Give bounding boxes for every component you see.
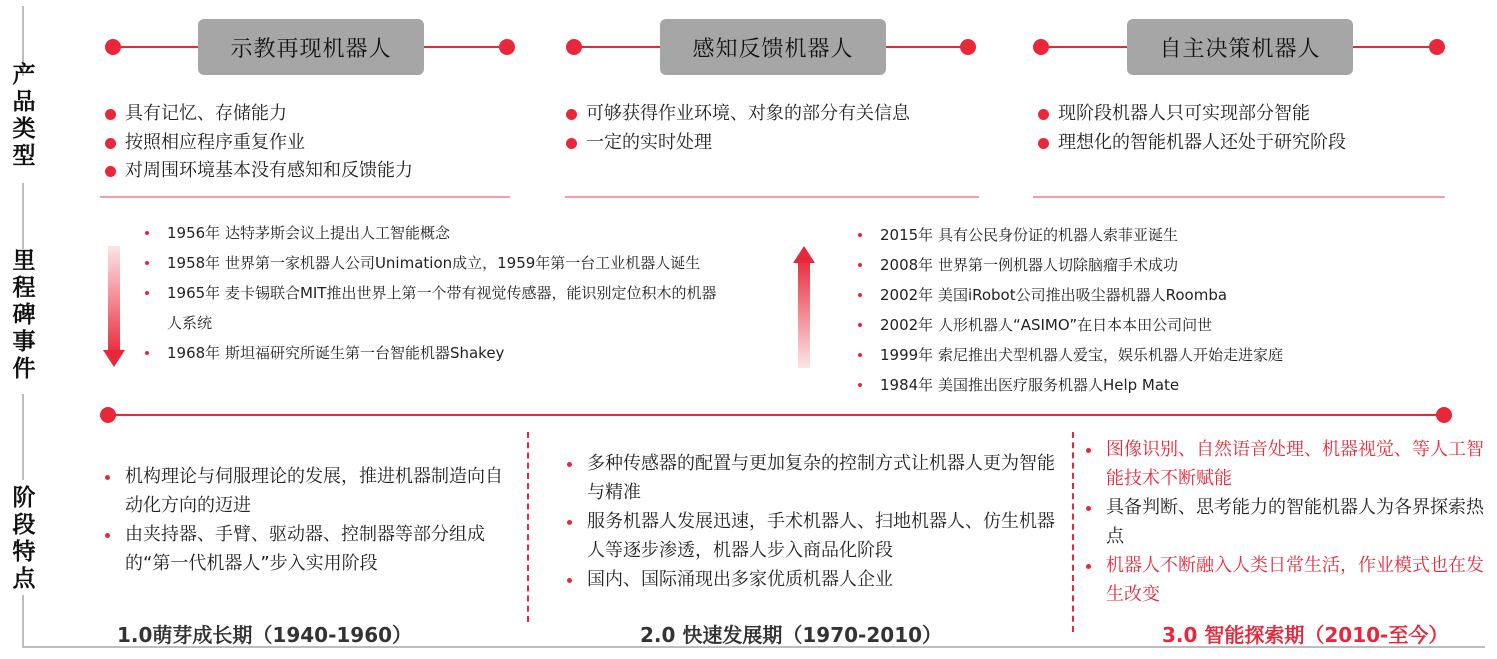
stage-1-bullet-2: 由夹持器、手臂、驱动器、控制器等部分组成的“第一代机器人”步入实用阶段 (100, 521, 510, 578)
stage-2-bullet-2: 服务机器人发展迅速，手术机器人、扫地机器人、仿生机器人等逐步渗透，机器人步入商品化阶段 (562, 508, 1057, 565)
stage-3-bullets (1081, 436, 1491, 610)
stage-2-bullet-3: 国内、国际涌现出多家优质机器人企业 (562, 566, 1057, 595)
left-axis-line-bottom (22, 595, 24, 647)
type-3-dot-right (1429, 39, 1445, 55)
type-1-dot-left (105, 39, 121, 55)
milestone-left-3: 1965年 麦卡锡联合MIT推出世界上第一个带有视觉传感器，能识别定位积木的机器人系统 (142, 278, 727, 338)
type-3-divider (1033, 196, 1445, 198)
type-1-bullet-3: 对周围环境基本没有感知和反馈能力 (103, 157, 413, 186)
type-2-box: 感知反馈机器人 (660, 19, 886, 75)
type-3-bullet-1: 现阶段机器人只可实现部分智能 (1036, 100, 1346, 129)
milestone-right-6: 1984年 美国推出医疗服务机器人Help Mate (855, 370, 1415, 400)
arrow-down-icon (103, 246, 125, 368)
type-3-box: 自主决策机器人 (1127, 19, 1353, 75)
type-3-dot-left (1033, 39, 1049, 55)
period-2-label: 2.0 快速发展期（1970-2010） (640, 623, 943, 647)
stage-divider-2 (1072, 432, 1074, 632)
milestones-left-list (142, 218, 732, 368)
stage-1-bullets (100, 463, 510, 579)
milestone-right-2: 2008年 世界第一例机器人切除脑瘤手术成功 (855, 250, 1415, 280)
type-1-bullet-2: 按照相应程序重复作业 (103, 129, 413, 158)
stage-2-bullet-1: 多种传感器的配置与更加复杂的控制方式让机器人更为智能与精准 (562, 450, 1057, 507)
label-product-types: 产 品 类 型 (12, 62, 36, 169)
period-3-label: 3.0 智能探索期（2010-至今） (1162, 623, 1449, 647)
timeline-dot-left (100, 407, 116, 423)
type-1-bullets (103, 100, 413, 186)
type-2-dot-left (566, 39, 582, 55)
type-3-bullet-2: 理想化的智能机器人还处于研究阶段 (1036, 129, 1346, 158)
type-1-divider (100, 196, 510, 198)
milestone-left-4: 1968年 斯坦福研究所诞生第一台智能机器Shakey (142, 338, 732, 368)
type-2-bullet-1: 可够获得作业环境、对象的部分有关信息 (564, 100, 910, 129)
milestone-left-2: 1958年 世界第一家机器人公司Unimation成立，1959年第一台工业机器人诞生 (142, 248, 722, 278)
milestones-right-list (855, 220, 1415, 400)
left-axis-line-2 (22, 183, 24, 249)
milestone-right-1: 2015年 具有公民身份证的机器人索菲亚诞生 (855, 220, 1415, 250)
stage-3-bullet-3: 机器人不断融入人类日常生活，作业模式也在发生改变 (1081, 552, 1491, 609)
period-1-label: 1.0萌芽成长期（1940-1960） (117, 623, 413, 647)
label-stage-features: 阶 段 特 点 (12, 485, 36, 592)
type-3-bullets (1036, 100, 1346, 157)
stage-2-bullets (562, 450, 1057, 596)
stage-1-bullet-1: 机构理论与伺服理论的发展，推进机器制造向自动化方向的迈进 (100, 463, 510, 520)
milestone-right-3: 2002年 美国iRobot公司推出吸尘器机器人Roomba (855, 280, 1415, 310)
type-2-bullets (564, 100, 910, 157)
stage-3-bullet-1: 图像识别、自然语音处理、机器视觉、等人工智能技术不断赋能 (1081, 436, 1491, 493)
timeline-line (108, 414, 1444, 416)
stage-3-bullet-2: 具备判断、思考能力的智能机器人为各界探索热点 (1081, 494, 1491, 551)
type-1-dot-right (499, 39, 515, 55)
label-milestones: 里 程 碑 事 件 (12, 248, 36, 382)
arrow-up-icon (793, 246, 815, 368)
milestone-left-1: 1956年 达特茅斯会议上提出人工智能概念 (142, 218, 732, 248)
milestone-right-4: 2002年 人形机器人“ASIMO”在日本本田公司问世 (855, 310, 1415, 340)
type-1-box: 示教再现机器人 (198, 19, 424, 75)
milestone-right-5: 1999年 索尼推出犬型机器人爱宝，娱乐机器人开始走进家庭 (855, 340, 1415, 370)
type-2-bullet-2: 一定的实时处理 (564, 129, 910, 158)
type-1-bullet-1: 具有记忆、存储能力 (103, 100, 413, 129)
left-axis-line-3 (22, 394, 24, 480)
timeline-dot-right (1436, 407, 1452, 423)
type-2-divider (565, 196, 979, 198)
stage-divider-1 (527, 432, 529, 622)
type-2-dot-right (960, 39, 976, 55)
